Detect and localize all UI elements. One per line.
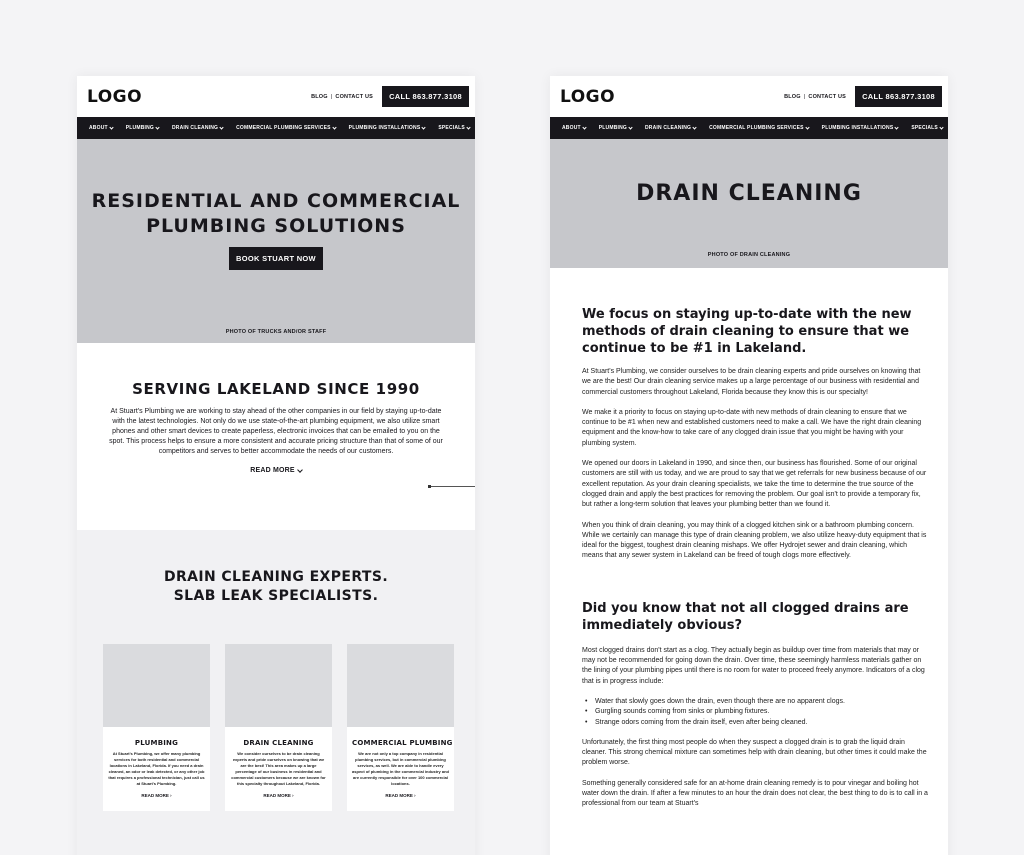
experts-title-line2: SLAB LEAK SPECIALISTS.	[173, 588, 379, 604]
homepage-mockup	[77, 76, 475, 855]
photo-placeholder-caption: PHOTO OF TRUCKS AND/OR STAFF	[225, 329, 327, 335]
experts-title	[77, 568, 475, 606]
article-paragraph: Most clogged drains don't start as a clog. They actually begin as buildup over time from materials that may or may not be recommended for going down the drain. Over time, these seemingly harmless materials gather on the lining of your plumbing pipes until there is no room for water to proceed freely anymore. Indicators of a clog that is in progress include:	[582, 646, 925, 685]
article-paragraph: We opened our doors in Lakeland in 1990, and since then, our business has flourished. Some of our original customers are still with us today, and we are proud to say that we get referrals for new business because of our excellent reputation. As your drain cleaning specialists, we take the time to determine the true source of the clogged drain and apply the best practices for removing the problem. Our goal isn't to provide a temporary fix, but rather a long-term solution that leaves your plumbing better than we found it.	[582, 460, 927, 509]
card-body	[225, 727, 332, 811]
service-cards	[77, 644, 475, 811]
section-body: At Stuart's Plumbing we are working to stay ahead of the other companies in our field by staying up-to-date with the latest technologies. Not only do we use state-of-the-art plumbing equipment, we also utilize smart phones and other smart devices to create paperless, electronic invoices that can be emailed to you on the spot. This process helps to ensure a more consistent and accurate pricing structure than that of some of our competitors and serves to better accommodate the needs of our customers.	[109, 408, 443, 455]
nav-item-plumbing[interactable]	[126, 125, 159, 131]
chevron-down-icon	[466, 125, 470, 129]
nav-label: COMMERCIAL PLUMBING SERVICES	[709, 125, 804, 131]
card-text: At Stuart's Plumbing, we offer many plumbing services for both residential and commercial locations in Lakeland, Florida. If you need a drain cleaned, an odor or leak detected, or any other job that requires a professional technician, just call us at Stuart's Plumbing.	[108, 751, 205, 786]
book-now-button[interactable]: BOOK STUART NOW	[229, 247, 323, 270]
logo[interactable]: LOGO	[560, 86, 616, 107]
page-title: DRAIN CLEANING	[636, 181, 862, 206]
nav-label: PLUMBING INSTALLATIONS	[821, 125, 894, 131]
nav-label: DRAIN CLEANING	[644, 125, 692, 131]
article-content	[550, 268, 948, 810]
nav-item-commercial[interactable]	[236, 125, 336, 131]
nav-label: PLUMBING	[598, 125, 628, 131]
nav-item-about[interactable]	[89, 125, 113, 131]
chevron-down-icon	[109, 125, 113, 129]
contact-link[interactable]: CONTACT US	[335, 93, 374, 100]
link-separator: |	[330, 93, 333, 100]
nav-label: SPECIALS	[911, 125, 938, 131]
main-nav	[550, 117, 948, 139]
nav-item-specials[interactable]	[438, 125, 470, 131]
hero-banner	[550, 139, 948, 268]
nav-item-drain-cleaning[interactable]	[172, 125, 223, 131]
utility-links	[311, 94, 373, 100]
card-image-placeholder	[103, 644, 210, 727]
card-image-placeholder	[347, 644, 454, 727]
slider-indicator[interactable]	[429, 486, 475, 487]
list-item: • Strange odors coming from the drain itself, even after being cleaned.	[585, 718, 928, 728]
card-text: We are not only a top company in residential plumbing services, but in commercial plumbing services, as well. We are able to handle every aspect of plumbing in the commercial industry and are currently responsible for over 100 commercial locations.	[352, 751, 449, 786]
link-separator: |	[803, 93, 806, 100]
list-item: • Gurgling sounds coming from sinks or plumbing fixtures.	[585, 707, 928, 717]
nav-item-installations[interactable]	[822, 125, 899, 131]
chevron-down-icon	[939, 125, 943, 129]
list-item: • Water that slowly goes down the drain, even though there are no apparent clogs.	[585, 697, 928, 707]
service-card-plumbing[interactable]	[103, 644, 210, 811]
clog-indicators-list	[582, 697, 928, 728]
nav-item-drain-cleaning[interactable]	[645, 125, 696, 131]
header-actions	[784, 86, 942, 107]
article-paragraph: Unfortunately, the first thing most people do when they suspect a clogged drain is to grab the liquid drain cleaner. This strong chemical mixture can sometimes help with drain cleaning, but other times it could make the problem worse.	[582, 738, 927, 767]
card-read-more-link[interactable]: READ MORE ›	[141, 793, 172, 798]
nav-item-specials[interactable]	[911, 125, 943, 131]
call-button[interactable]: CALL 863.877.3108	[855, 86, 942, 107]
card-read-more-link[interactable]: READ MORE ›	[263, 793, 294, 798]
section-title: SERVING LAKELAND SINCE 1990	[132, 380, 420, 398]
chevron-down-icon	[155, 125, 159, 129]
header-actions	[311, 86, 469, 107]
nav-label: PLUMBING	[125, 125, 155, 131]
chevron-down-icon	[628, 125, 632, 129]
card-title: COMMERCIAL PLUMBING	[352, 739, 453, 747]
nav-item-installations[interactable]	[349, 125, 426, 131]
card-text: We consider ourselves to be drain cleaning experts and pride ourselves on knowing that we are the best! This area makes up a large percentage of our business in residential and commercial customers because we are known for this specialty throughout Lakeland, Florida.	[231, 751, 326, 786]
main-nav	[77, 117, 475, 139]
experts-title-line1: DRAIN CLEANING EXPERTS.	[163, 569, 389, 585]
hero-banner	[77, 139, 475, 343]
blog-link[interactable]: BLOG	[311, 93, 328, 100]
utility-links	[784, 94, 846, 100]
article-paragraph: At Stuart's Plumbing, we consider ourselves to be drain cleaning experts and pride ourselves on knowing that we are the best! Our drain cleaning service makes up a large percentage of our business with residential and commercial customers throughout Lakeland, Florida because they know this is our specialty!	[582, 368, 921, 396]
service-card-drain-cleaning[interactable]	[225, 644, 332, 811]
chevron-down-icon	[422, 125, 426, 129]
nav-label: SPECIALS	[438, 125, 465, 131]
contact-link[interactable]: CONTACT US	[808, 93, 847, 100]
nav-label: DRAIN CLEANING	[171, 125, 219, 131]
chevron-down-icon	[332, 125, 336, 129]
read-more-button[interactable]	[250, 467, 302, 474]
hero-title-line1: RESIDENTIAL AND COMMERCIAL	[91, 190, 461, 212]
nav-label: COMMERCIAL PLUMBING SERVICES	[236, 125, 331, 131]
card-read-more-link[interactable]: READ MORE ›	[385, 793, 416, 798]
drain-cleaning-page-mockup	[550, 76, 948, 855]
experts-section	[77, 530, 475, 855]
nav-label: ABOUT	[562, 125, 581, 131]
photo-placeholder-caption: PHOTO OF DRAIN CLEANING	[707, 252, 791, 258]
article-paragraph: Something generally considered safe for an at-home drain cleaning remedy is to pour vinegar and boiling hot water down the drain. If after a few minutes to an hour the drain does not clear, the best thing to do is to call in a professional from our team at Stuart's	[582, 779, 928, 808]
serving-section	[77, 343, 475, 530]
blog-link[interactable]: BLOG	[784, 93, 801, 100]
article-paragraph: When you think of drain cleaning, you may think of a clogged kitchen sink or a bathroom plumbing concern. While we certainly can manage this type of drain cleaning problem, we also utilize heavy-duty equipment that is ideal for the biggest, toughest drain cleaning mishaps. We offer Hydrojet sewer and drain cleaning, which means that any sewer system in Lakeland can be freed of tough clogs more effectively.	[582, 521, 927, 560]
nav-item-about[interactable]	[562, 125, 586, 131]
chevron-down-icon	[693, 125, 697, 129]
card-image-placeholder	[225, 644, 332, 727]
nav-item-commercial[interactable]	[709, 125, 809, 131]
call-button[interactable]: CALL 863.877.3108	[382, 86, 469, 107]
chevron-down-icon	[582, 125, 586, 129]
nav-label: ABOUT	[89, 125, 108, 131]
header	[77, 76, 475, 117]
logo[interactable]: LOGO	[87, 86, 143, 107]
article-paragraph: We make it a priority to focus on staying up-to-date with new methods of drain cleaning to ensure that we continue to be #1 when new and established customers need to make a call. We have the right drain cleaning equipment and the know-how to take care of any clogged drain issue that you might be having with your plumbing system.	[582, 408, 922, 447]
chevron-down-icon	[297, 467, 303, 473]
chevron-down-icon	[805, 125, 809, 129]
chevron-down-icon	[895, 125, 899, 129]
card-title: DRAIN CLEANING	[243, 739, 314, 747]
nav-label: PLUMBING INSTALLATIONS	[348, 125, 421, 131]
card-body	[347, 727, 454, 811]
article-subheading: Did you know that not all clogged drains are immediately obvious?	[582, 600, 909, 633]
hero-title	[77, 139, 475, 239]
header	[550, 76, 948, 117]
nav-item-plumbing[interactable]	[599, 125, 632, 131]
article-heading: We focus on staying up-to-date with the new methods of drain cleaning to ensure that we continue to be #1 in Lakeland.	[582, 307, 912, 356]
card-body	[103, 727, 210, 811]
read-more-label: READ MORE	[250, 467, 295, 474]
card-title: PLUMBING	[134, 739, 179, 747]
chevron-down-icon	[220, 125, 224, 129]
hero-title-line2: PLUMBING SOLUTIONS	[146, 215, 406, 237]
service-card-commercial[interactable]	[347, 644, 454, 811]
